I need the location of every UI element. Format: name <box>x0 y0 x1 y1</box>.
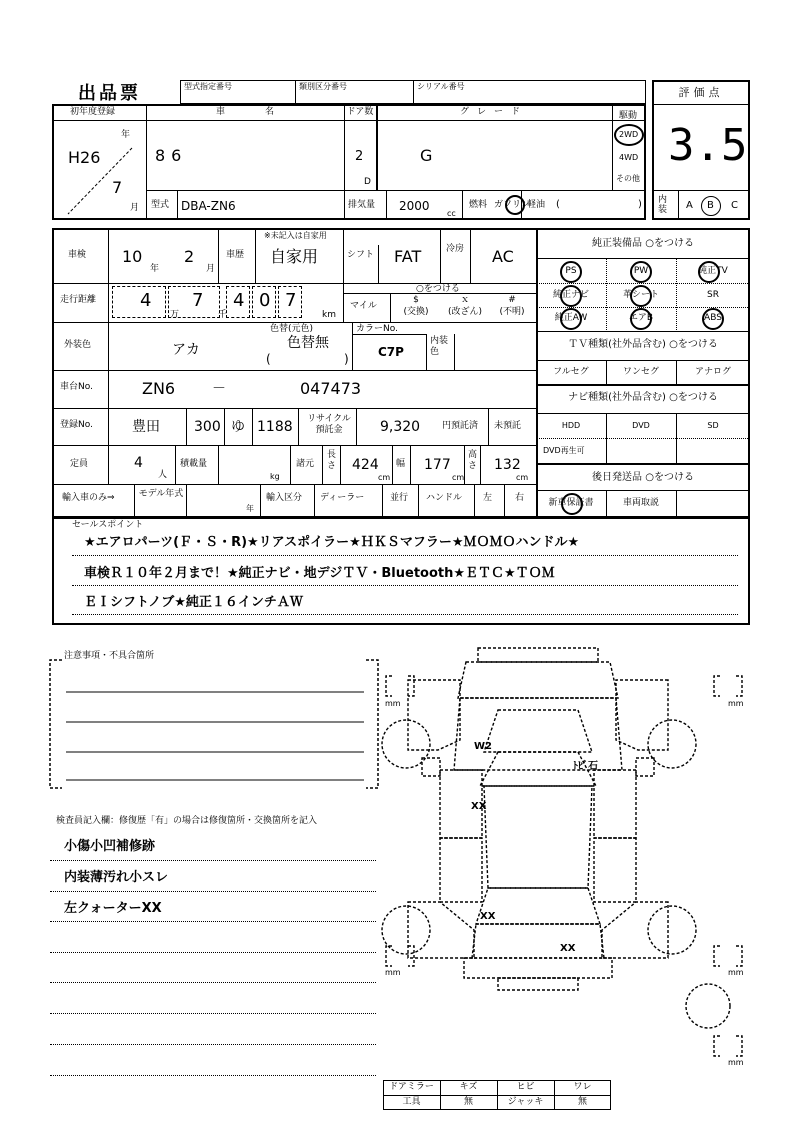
chassis-prefix: ZN6 <box>142 379 176 398</box>
mileage-d3: 4 <box>233 290 245 311</box>
legend-h4: ワレ <box>573 1082 592 1092</box>
drive-4wd: 4WD <box>619 153 639 162</box>
equip-title: 純正装備品 ○をつける <box>592 238 694 249</box>
first-reg-year: H26 <box>68 148 101 167</box>
interior-b-circle <box>701 196 721 216</box>
wid-cm: cm <box>452 473 465 482</box>
type-label: 型式指定番号 <box>184 82 232 91</box>
later-warranty: 新車保証書 <box>548 498 594 508</box>
first-reg-nen: 年 <box>121 130 131 140</box>
equip-aw-circle <box>560 308 582 330</box>
chassis-dash: － <box>212 381 226 397</box>
handle-left: 左 <box>483 493 493 503</box>
mark-xx-1: XX <box>471 801 487 812</box>
chassis-number: 047473 <box>300 379 362 398</box>
color-change-value: 色替無 <box>287 335 329 351</box>
import-dealer: ディーラー <box>320 493 365 503</box>
equip-airbag-circle <box>630 308 652 330</box>
equip-leather-circle <box>630 285 652 307</box>
inspection-label: 車検 <box>68 250 87 260</box>
model-year-label: モデル年式 <box>138 489 184 499</box>
reg-kana: ゆ <box>231 419 245 435</box>
mileage-opt1a: $ <box>413 295 419 305</box>
legend-v4: 無 <box>577 1097 587 1107</box>
car-diagram <box>378 640 750 1080</box>
mileage-man: 万 <box>170 310 180 320</box>
mark-tobi: ﾄﾋﾞ石 <box>573 761 598 772</box>
model-label: 型式 <box>151 200 170 210</box>
door-count: 2 <box>355 149 364 164</box>
handle-label: ハンドル <box>426 493 463 503</box>
history-label: 車歴 <box>226 250 245 260</box>
fuel-label: 燃料 <box>469 200 488 210</box>
ac-value: AC <box>492 247 514 266</box>
fuel-paren-close: ) <box>638 199 642 210</box>
shift-label: シフト <box>347 250 375 260</box>
sales-label: セールスポイント <box>72 520 144 530</box>
mileage-circle-note: ○をつける <box>416 284 460 294</box>
color-change-label: 色替(元色) <box>270 324 314 334</box>
hgt-value: 132 <box>494 457 521 473</box>
disp-cc: cc <box>447 209 456 218</box>
fuel-diesel: 軽油 <box>527 200 546 210</box>
interior-color-label: 内装色 <box>430 336 449 357</box>
mark-xx-3: XX <box>560 943 576 954</box>
equip-abs: ABS <box>704 313 722 323</box>
hgt-cm: cm <box>516 473 529 482</box>
equip-pw-circle <box>630 261 652 283</box>
history-note: ※未記入は自家用 <box>264 231 327 240</box>
wid-value: 177 <box>424 457 451 473</box>
grade-value: 3.5 <box>668 120 748 171</box>
capacity-value: 4 <box>134 455 143 471</box>
import-label: 輸入車のみ⇒ <box>62 493 115 503</box>
mileage-opt3a: # <box>508 295 516 305</box>
reg-class: 300 <box>194 419 221 435</box>
tv-title: ＴＶ種類(社外品含む) ○をつける <box>568 339 718 350</box>
first-reg-month: 7 <box>112 178 123 197</box>
interior-label: 内装 <box>658 195 668 215</box>
tv-oneseg: ワンセグ <box>622 367 659 377</box>
car-name-label: 車名 <box>215 107 314 117</box>
fuel-gas: ガソリン <box>494 200 531 210</box>
inspector-line-1: 小傷小凹補修跡 <box>64 839 156 854</box>
drive-label: 駆動 <box>619 111 638 121</box>
mileage-km: km <box>322 310 336 320</box>
equip-abs-circle <box>702 308 724 330</box>
inspector-line-3: 左クォーターXX <box>64 901 162 916</box>
fuel-paren-open: ( <box>556 199 560 210</box>
mileage-sen: 千 <box>218 310 228 320</box>
mark-w2: W2 <box>474 741 492 752</box>
mileage-d4: 0 <box>259 290 271 311</box>
capacity-nin: 人 <box>158 470 168 480</box>
mileage-opt2a: ｘ <box>460 295 470 305</box>
load-kg: kg <box>270 472 280 481</box>
mm-rl: mm <box>385 968 401 977</box>
equip-sr: SR <box>707 290 719 300</box>
shift-value: FAT <box>394 247 422 266</box>
door-d-mark: D <box>364 177 371 187</box>
color-value: アカ <box>172 342 200 358</box>
mileage-d5: 7 <box>285 290 297 311</box>
wid-label: 幅 <box>396 459 406 469</box>
navi-dvd: DVD <box>632 421 650 430</box>
recycle-label: リサイクル預託金 <box>307 414 351 435</box>
len-cm: cm <box>378 473 391 482</box>
inspection-month: 2 <box>184 247 195 266</box>
drive-2wd: 2WD <box>619 130 639 139</box>
color-label: 外装色 <box>64 340 92 350</box>
inspection-year: 10 <box>122 247 143 266</box>
equip-ps: PS <box>565 266 577 276</box>
legend-h1: ドアミラー <box>389 1082 434 1092</box>
navi-hdd: HDD <box>561 421 581 430</box>
mileage-opt2b: (改ざん) <box>447 307 483 317</box>
later-manual: 車両取説 <box>622 498 659 508</box>
color-code: C7P <box>378 345 404 359</box>
tv-analog: アナログ <box>694 367 731 377</box>
first-reg-tsuki: 月 <box>130 203 140 213</box>
capacity-label: 定員 <box>70 459 89 469</box>
equip-ps-circle <box>560 261 582 283</box>
equip-tv-circle <box>698 261 720 283</box>
sales-line-2: 車検Ｒ１０年２月まで！★純正ナビ・地デジＴＶ・Bluetooth★ＥＴＣ★ＴＯＭ <box>84 566 555 581</box>
mm-fr: mm <box>728 699 744 708</box>
legend-v3: ジャッキ <box>507 1097 544 1107</box>
dims-label: 諸元 <box>296 459 315 469</box>
equip-aw: 純正AW <box>554 313 588 323</box>
chassis-label: 車台No. <box>60 382 93 392</box>
category-label: 類別区分番号 <box>299 82 347 91</box>
mileage-mile: マイル <box>350 301 377 311</box>
mileage-label: 走行距離 <box>60 295 97 305</box>
len-label: 長さ <box>327 450 337 471</box>
disp-value: 2000 <box>399 199 430 213</box>
equip-airbag: エアB <box>628 313 654 323</box>
drive-2wd-circle <box>614 124 644 146</box>
notes-label: 注意事項・不具合箇所 <box>64 651 155 661</box>
recycle-value: 9,320 <box>380 419 421 435</box>
hgt-label: 高さ <box>468 450 478 471</box>
load-label: 積載量 <box>180 459 208 469</box>
tv-fullseg: フルセグ <box>553 367 589 377</box>
import-parallel: 並行 <box>390 493 409 503</box>
import-class-label: 輸入区分 <box>266 493 303 503</box>
equip-pw: PW <box>633 266 649 276</box>
first-reg-label: 初年度登録 <box>70 107 116 117</box>
inspection-tsuki: 月 <box>206 264 216 274</box>
navi-title: ナビ種類(社外品含む) ○をつける <box>568 392 718 403</box>
grade-col-label: グレード <box>459 107 528 117</box>
mileage-opt3b: (不明) <box>499 307 525 317</box>
interior-b: B <box>707 200 714 211</box>
inspector-line-2: 内装薄汚れ小スレ <box>64 870 169 885</box>
legend-h3: ヒビ <box>516 1082 535 1092</box>
interior-c: C <box>731 200 738 211</box>
reg-label: 登録No. <box>60 420 93 430</box>
serial-label: シリアル番号 <box>417 82 465 91</box>
navi-dvd-play: DVD再生可 <box>543 446 585 455</box>
mileage-opt1b: (交換) <box>403 307 429 317</box>
legend-h2: キズ <box>459 1082 478 1092</box>
disp-label: 排気量 <box>348 200 376 210</box>
reg-region: 豊田 <box>132 419 160 435</box>
mileage-d1: 4 <box>140 290 152 311</box>
ac-label: 冷房 <box>446 244 465 254</box>
car-name: 86 <box>155 146 188 165</box>
sales-line-3: ＥＩシフトノブ★純正１６インチＡＷ <box>84 595 303 610</box>
drive-other: その他 <box>616 174 640 183</box>
date-slash <box>60 140 140 220</box>
interior-a: A <box>686 200 693 211</box>
model-value: DBA-ZN6 <box>181 199 236 213</box>
mileage-d2: 7 <box>192 290 204 311</box>
equip-navi: 純正ナビ <box>552 290 589 300</box>
recycle-yen: 円預託済 <box>442 421 479 431</box>
door-label: ドア数 <box>346 107 374 117</box>
equip-tv: 純正TV <box>698 266 728 276</box>
model-year-nen: 年 <box>246 504 254 513</box>
navi-sd: SD <box>707 421 719 430</box>
fuel-gas-circle <box>505 195 525 215</box>
legend-v1: 工具 <box>402 1097 421 1107</box>
mark-xx-2: XX <box>480 911 496 922</box>
grade-label: 評価点 <box>678 86 724 99</box>
mm-spare: mm <box>728 1058 744 1067</box>
handle-right: 右 <box>515 493 525 503</box>
equip-leather: 革シート <box>622 290 659 300</box>
later-warranty-circle <box>561 493 583 515</box>
color-paren-open: ( <box>266 352 271 366</box>
form-title: 出品票 <box>78 83 141 104</box>
mm-rr: mm <box>728 968 744 977</box>
mm-fl: mm <box>385 699 401 708</box>
later-title: 後日発送品 ○をつける <box>592 472 694 483</box>
color-paren-close: ) <box>344 352 349 366</box>
recycle-unpaid: 未預託 <box>494 421 522 431</box>
sales-line-1: ★エアロパーツ(Ｆ・Ｓ・R)★リアスポイラー★ＨＫＳマフラー★ＭＯＭＯハンドル★ <box>84 535 580 550</box>
inspector-label: 検査員記入欄：修復歴「有」の場合は修復箇所・交換箇所を記入 <box>56 816 318 826</box>
notes-bracket <box>44 656 384 792</box>
inspection-nen: 年 <box>150 264 160 274</box>
legend-v2: 無 <box>463 1097 473 1107</box>
equip-navi-circle <box>560 285 582 307</box>
grade-value-text: G <box>420 146 433 165</box>
history-value: 自家用 <box>270 247 319 266</box>
color-code-label: カラーNo. <box>356 324 398 334</box>
reg-number: 1188 <box>257 419 293 435</box>
len-value: 424 <box>352 457 379 473</box>
